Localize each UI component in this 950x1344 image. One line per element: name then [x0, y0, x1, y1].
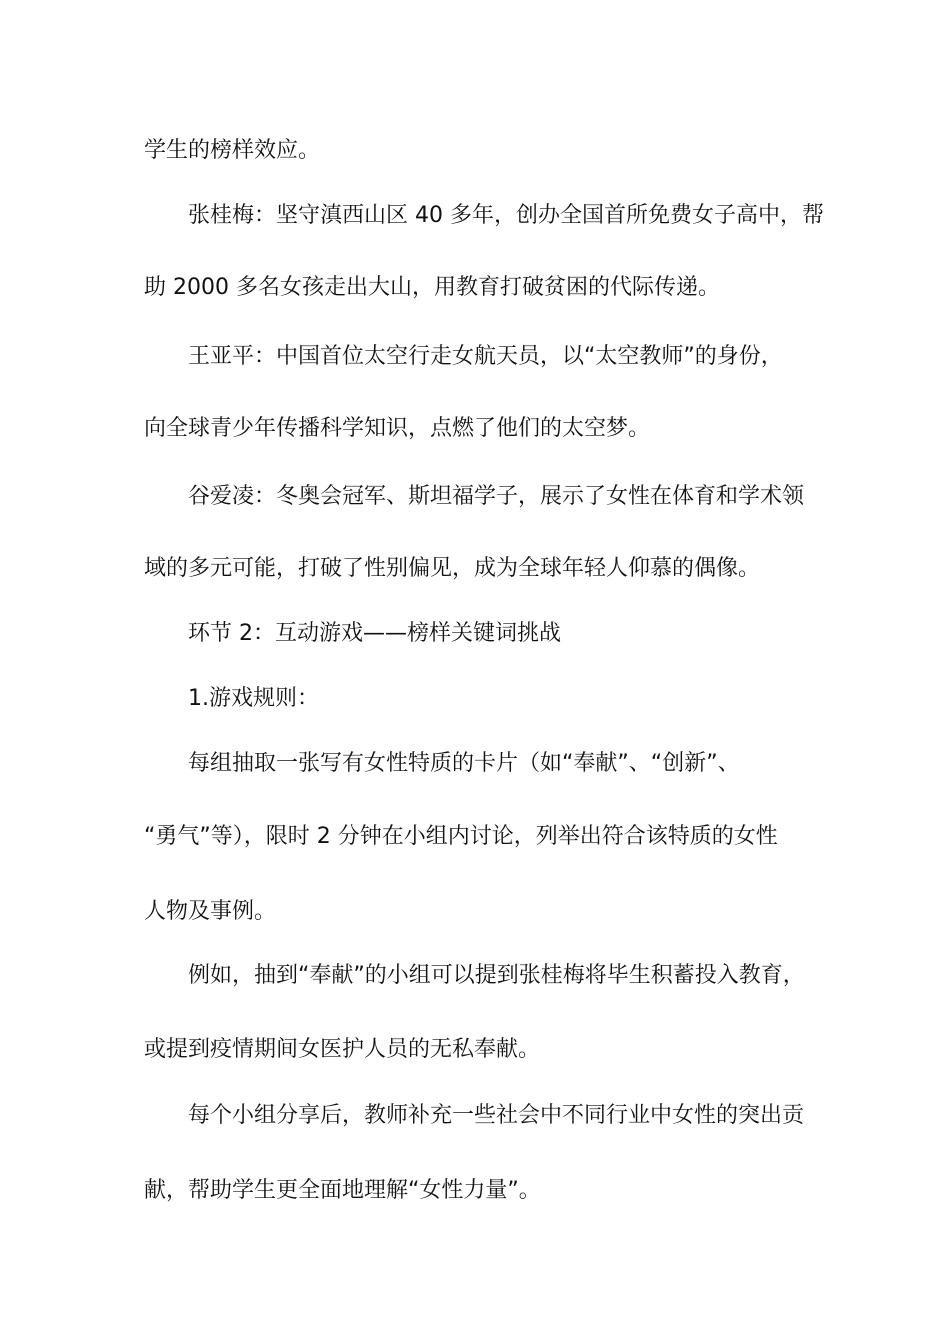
paragraph-wang-yaping: 王亚平：中国首位太空行走女航天员，以“太空教师”的身份， — [188, 344, 783, 369]
paragraph-example: 例如，抽到“奉献”的小组可以提到张桂梅将毕生积蓄投入教育， — [188, 963, 805, 988]
text-line: 助 2000 多名女孩走出大山，用教育打破贫困的代际传递。 — [144, 275, 720, 300]
paragraph-gu-ailing: 谷爱凌：冬奥会冠军、斯坦福学子，展示了女性在体育和学术领 — [188, 484, 805, 509]
text-line: 域的多元可能，打破了性别偏见，成为全球年轻人仰慕的偶像。 — [144, 556, 761, 581]
paragraph-summary: 每个小组分享后，教师补充一些社会中不同行业中女性的突出贡 — [188, 1103, 805, 1128]
text-line: “勇气”等），限时 2 分钟在小组内讨论，列举出符合该特质的女性 — [144, 824, 778, 849]
text-line: 献，帮助学生更全面地理解“女性力量”。 — [144, 1178, 541, 1203]
paragraph-rules: 每组抽取一张写有女性特质的卡片（如“奉献”、“创新”、 — [188, 751, 740, 776]
text-line: 学生的榜样效应。 — [144, 138, 321, 163]
section-heading: 环节 2：互动游戏——榜样关键词挑战 — [188, 621, 561, 646]
text-line: 或提到疫情期间女医护人员的无私奉献。 — [144, 1037, 541, 1062]
paragraph-zhang-guimei: 张桂梅：坚守滇西山区 40 多年，创办全国首所免费女子高中，帮 — [188, 203, 824, 228]
text-line: 人物及事例。 — [144, 899, 277, 924]
text-line: 向全球青少年传播科学知识，点燃了他们的太空梦。 — [144, 416, 651, 441]
rule-heading: 1.游戏规则： — [188, 686, 319, 711]
